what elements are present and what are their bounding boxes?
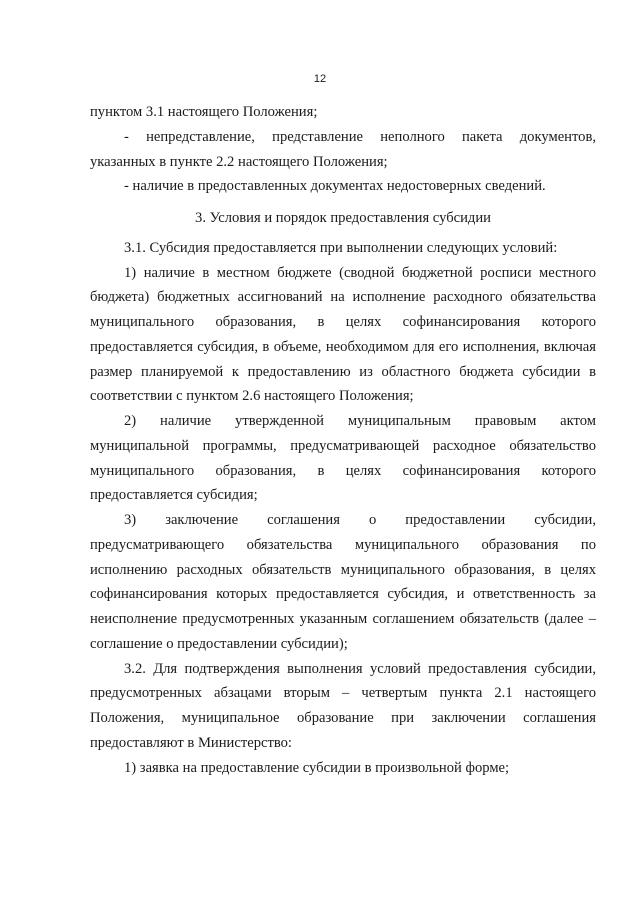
clause-3-2-item-1: 1) заявка на предоставление субсидии в произвольной форме; [124, 759, 510, 776]
clause-3-1: 3.1. Субсидия предоставляется при выполнении следующих условий: [124, 239, 558, 256]
list-item-incomplete-documents: - непредставление, представление неполного пакета документов, указанных в пункте 2.2 настоящего Положения; [90, 128, 596, 170]
section-heading: 3. Условия и порядок предоставления субсидии [195, 210, 491, 226]
list-item-false-information: - наличие в предоставленных документах недостоверных сведений. [124, 178, 546, 195]
document-body [90, 100, 596, 780]
condition-3-agreement: 3) заключение соглашения о предоставлении субсидии, предусматривающего обязательства муниципального образования по исполнению расходных обязательств муниципального образования, в целях софинансирования которых предоставляется субсидия, и ответственность за неисполнение предусмотренных указанным соглашением обязательств (далее – соглашение о предоставлении субсидии); [90, 512, 596, 652]
condition-1-budget: 1) наличие в местном бюджете (сводной бюджетной росписи местного бюджета) бюджетных ассигнований на исполнение расходного обязательства муниципального образования, в целях софинансирования которого предоставляется субсидия, в объеме, необходимом для его исполнения, включая размер планируемой к предоставлению из областного бюджета субсидии в соответствии с пунктом 2.6 настоящего Положения; [90, 264, 596, 405]
clause-3-2: 3.2. Для подтверждения выполнения условий предоставления субсидии, предусмотренных абзацами вторым – четвертым пункта 2.1 настоящего Положения, муниципальное образование при заключении соглашения предоставляют в Министерство: [90, 660, 596, 751]
paragraph-continuation: пунктом 3.1 настоящего Положения; [90, 104, 318, 120]
page-number: 12 [313, 73, 327, 85]
condition-2-program: 2) наличие утвержденной муниципальным правовым актом муниципальной программы, предусматривающей расходное обязательство муниципального образования, в целях софинансирования которого предоставляется субсидия; [90, 413, 596, 504]
